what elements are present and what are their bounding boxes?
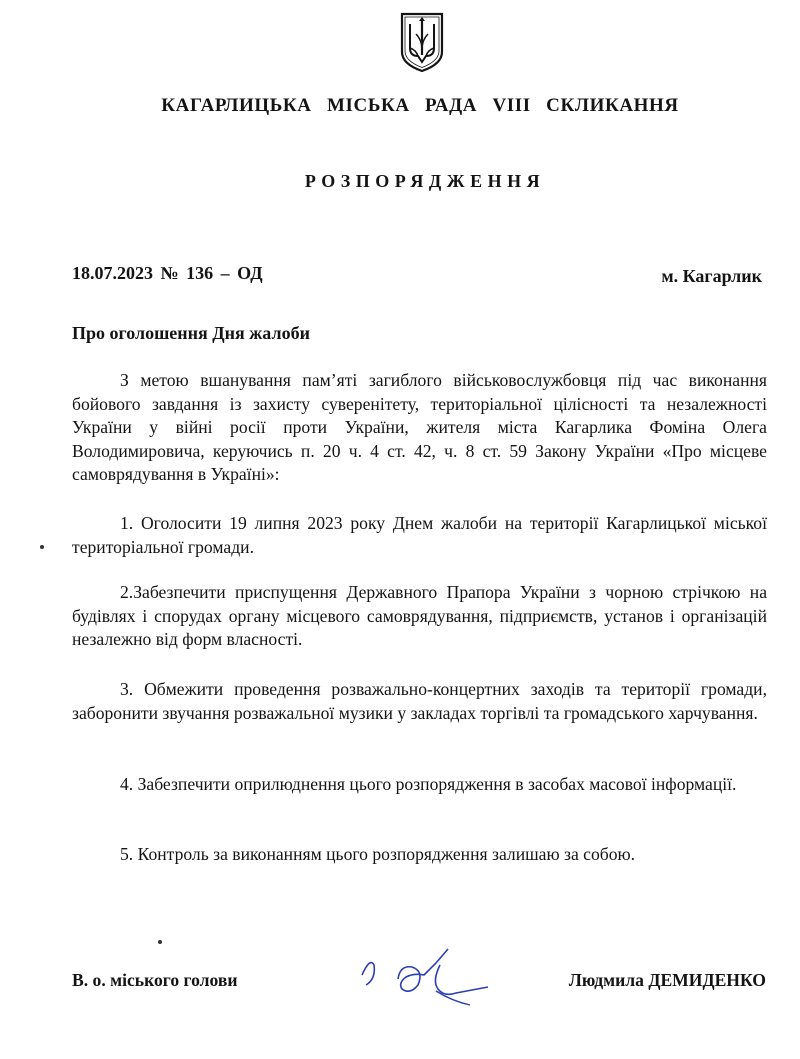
signatory-title: В. о. міського голови	[72, 970, 238, 990]
city-name: м. Кагарлик	[661, 266, 762, 286]
trident-emblem-icon	[398, 10, 446, 74]
order-item-4: 4. Забезпечити оприлюднення цього розпорядження в засобах масової інформації.	[120, 774, 737, 794]
order-item-1: 1. Оголосити 19 липня 2023 року Днем жалоби на території Кагарлицької міської територіальної громади.	[72, 513, 767, 557]
order-subject: Про оголошення Дня жалоби	[72, 323, 310, 343]
preamble-paragraph: З метою вшанування пам’яті загиблого військовослужбовця під час виконання бойового завдання із захисту суверенітету, територіальної цілісності та незалежності України у війні росії проти України, жителя міста Кагарлика Фоміна Олега Володимировича, керуючись п. 20 ч. 4 ст. 42, ч. 8 ст. 59 Закону України «Про місцеве самоврядування в Україні»:	[72, 370, 767, 484]
signatory-name: Людмила ДЕМИДЕНКО	[568, 970, 766, 990]
order-item-3: 3. Обмежити проведення розважально-концертних заходів та території громади, заборонити звучання розважальної музики у закладах торгівлі та громадського харчування.	[72, 679, 767, 723]
scan-speck	[40, 545, 44, 549]
order-item-2: 2.Забезпечити приспущення Державного Прапора України з чорною стрічкою на будівлях і спорудах органу місцевого самоврядування, підприємств, установ і організацій незалежно від форм власності.	[72, 582, 767, 649]
scan-speck	[158, 940, 162, 944]
document-type-title: РОЗПОРЯДЖЕННЯ	[304, 171, 546, 191]
order-item-5: 5. Контроль за виконанням цього розпорядження залишаю за собою.	[120, 844, 636, 864]
council-name: КАГАРЛИЦЬКА МІСЬКА РАДА VIII СКЛИКАННЯ	[161, 95, 679, 116]
handwritten-signature-icon	[340, 935, 500, 1015]
date-and-number: 18.07.2023 № 136 – ОД	[72, 263, 263, 283]
